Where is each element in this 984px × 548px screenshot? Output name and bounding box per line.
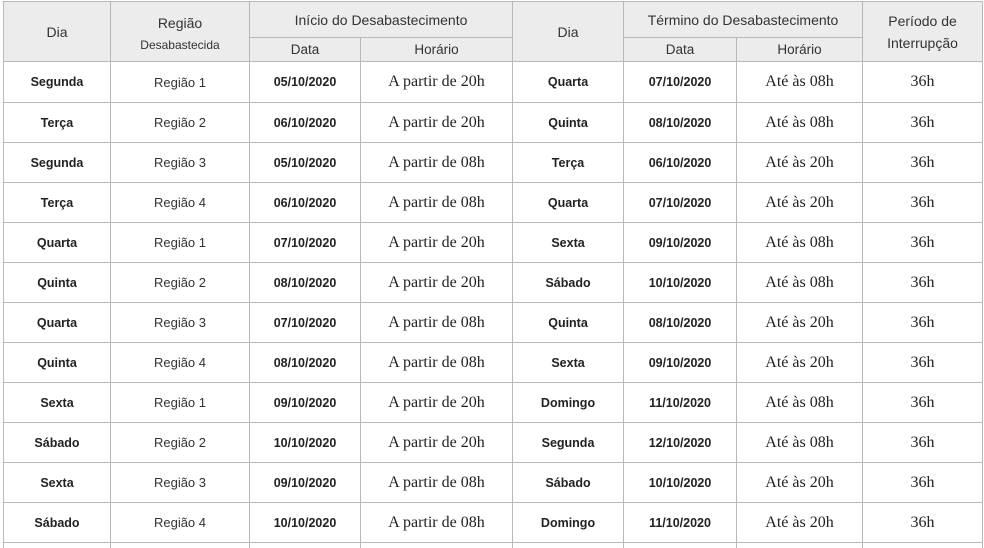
cell-horario-termino: Até às 20h — [737, 143, 863, 183]
cell-data-inicio: 05/10/2020 — [250, 143, 361, 183]
header-periodo — [863, 2, 983, 62]
cell-data-termino: 10/10/2020 — [624, 263, 737, 303]
cell-regiao: Região 3 — [111, 143, 250, 183]
cell-dia-inicio: Terça — [4, 103, 111, 143]
cell-data-termino: 09/10/2020 — [624, 223, 737, 263]
cell-dia-termino: Segunda — [513, 423, 624, 463]
header-regiao-line1: Região — [157, 14, 203, 31]
cell-regiao: Região 1 — [111, 223, 250, 263]
cell-horario-inicio: A partir de 20h — [361, 423, 513, 463]
cell-periodo: 36h — [863, 103, 983, 143]
table-row — [4, 103, 983, 143]
cell-horario-inicio: A partir de 08h — [361, 143, 513, 183]
cell-regiao: Região 3 — [111, 463, 250, 503]
cell-periodo: 36h — [863, 303, 983, 343]
cell-regiao: Região 4 — [111, 343, 250, 383]
cell-regiao: Região 3 — [111, 303, 250, 343]
table-row — [4, 223, 983, 263]
cell-horario-termino: Até às 20h — [737, 183, 863, 223]
cell-horario-inicio: A partir de 20h — [361, 223, 513, 263]
header-dia-inicio: Dia — [4, 2, 111, 62]
cell-data-inicio: 06/10/2020 — [250, 183, 361, 223]
cell-data-termino: 11/10/2020 — [624, 503, 737, 543]
cell-data-inicio: 10/10/2020 — [250, 423, 361, 463]
cell-data-termino: 10/10/2020 — [624, 463, 737, 503]
cell-dia-inicio: Quarta — [4, 303, 111, 343]
cell-horario-termino: Até às 08h — [737, 223, 863, 263]
cell-horario-termino: Até às 08h — [737, 103, 863, 143]
cell-periodo: 36h — [863, 463, 983, 503]
cell-partial — [513, 543, 624, 548]
table-row — [4, 183, 983, 223]
cell-regiao: Região 2 — [111, 423, 250, 463]
cell-data-termino: 11/10/2020 — [624, 383, 737, 423]
cell-horario-inicio: A partir de 20h — [361, 103, 513, 143]
cell-data-termino: 08/10/2020 — [624, 303, 737, 343]
header-horario-inicio: Horário — [361, 38, 513, 62]
schedule-table — [3, 1, 983, 548]
cell-data-inicio: 09/10/2020 — [250, 463, 361, 503]
header-data-termino: Data — [624, 38, 737, 62]
cell-horario-termino: Até às 08h — [737, 62, 863, 103]
cell-data-termino: 12/10/2020 — [624, 423, 737, 463]
cell-data-termino: 09/10/2020 — [624, 343, 737, 383]
cell-dia-inicio: Quarta — [4, 223, 111, 263]
header-data-inicio: Data — [250, 38, 361, 62]
cell-dia-inicio: Sexta — [4, 383, 111, 423]
cell-periodo: 36h — [863, 383, 983, 423]
cell-regiao: Região 2 — [111, 263, 250, 303]
cell-horario-termino: Até às 20h — [737, 463, 863, 503]
cell-periodo: 36h — [863, 423, 983, 463]
cell-dia-termino: Sábado — [513, 463, 624, 503]
cell-horario-termino: Até às 20h — [737, 343, 863, 383]
header-periodo-line1: Período de — [888, 12, 957, 29]
cell-horario-inicio: A partir de 08h — [361, 463, 513, 503]
cell-dia-inicio: Segunda — [4, 62, 111, 103]
cell-dia-termino: Quinta — [513, 303, 624, 343]
cell-horario-inicio: A partir de 20h — [361, 383, 513, 423]
table-row — [4, 143, 983, 183]
cell-periodo: 36h — [863, 183, 983, 223]
cell-periodo: 36h — [863, 143, 983, 183]
cell-dia-termino: Quarta — [513, 183, 624, 223]
cell-horario-termino: Até às 08h — [737, 423, 863, 463]
cell-data-termino: 07/10/2020 — [624, 62, 737, 103]
cell-horario-termino: Até às 20h — [737, 303, 863, 343]
cell-regiao: Região 2 — [111, 103, 250, 143]
header-termino: Término do Desabastecimento — [624, 2, 863, 38]
cell-dia-inicio: Quinta — [4, 343, 111, 383]
cell-partial — [863, 543, 983, 548]
cell-partial — [624, 543, 737, 548]
table-body — [4, 62, 983, 548]
table-row — [4, 503, 983, 543]
header-periodo-line2: Interrupção — [887, 34, 958, 51]
cell-horario-inicio: A partir de 08h — [361, 303, 513, 343]
cell-data-inicio: 07/10/2020 — [250, 223, 361, 263]
cell-dia-termino: Quinta — [513, 103, 624, 143]
cell-regiao: Região 1 — [111, 383, 250, 423]
table-row — [4, 383, 983, 423]
table-row-partial — [4, 543, 983, 548]
cell-partial — [737, 543, 863, 548]
cell-data-inicio: 06/10/2020 — [250, 103, 361, 143]
header-regiao — [111, 2, 250, 62]
cell-data-inicio: 09/10/2020 — [250, 383, 361, 423]
cell-dia-inicio: Sexta — [4, 463, 111, 503]
cell-periodo: 36h — [863, 263, 983, 303]
cell-data-termino: 07/10/2020 — [624, 183, 737, 223]
cell-regiao: Região 4 — [111, 503, 250, 543]
table-row — [4, 303, 983, 343]
cell-data-inicio: 05/10/2020 — [250, 62, 361, 103]
cell-horario-inicio: A partir de 08h — [361, 343, 513, 383]
cell-dia-termino: Sexta — [513, 223, 624, 263]
cell-dia-termino: Domingo — [513, 383, 624, 423]
cell-dia-termino: Terça — [513, 143, 624, 183]
cell-data-inicio: 08/10/2020 — [250, 343, 361, 383]
table-row — [4, 463, 983, 503]
cell-horario-inicio: A partir de 08h — [361, 183, 513, 223]
cell-dia-inicio: Sábado — [4, 503, 111, 543]
cell-dia-inicio: Terça — [4, 183, 111, 223]
cell-regiao: Região 4 — [111, 183, 250, 223]
table-row — [4, 263, 983, 303]
header-dia-termino: Dia — [513, 2, 624, 62]
cell-partial — [361, 543, 513, 548]
cell-dia-inicio: Quinta — [4, 263, 111, 303]
cell-periodo: 36h — [863, 503, 983, 543]
cell-periodo: 36h — [863, 223, 983, 263]
cell-partial — [111, 543, 250, 548]
header-regiao-line2: Desabastecida — [140, 37, 220, 52]
cell-regiao: Região 1 — [111, 62, 250, 103]
cell-dia-inicio: Sábado — [4, 423, 111, 463]
cell-data-inicio: 07/10/2020 — [250, 303, 361, 343]
header-inicio: Início do Desabastecimento — [250, 2, 513, 38]
table-row — [4, 343, 983, 383]
cell-horario-termino: Até às 08h — [737, 263, 863, 303]
cell-periodo: 36h — [863, 343, 983, 383]
cell-horario-inicio: A partir de 08h — [361, 503, 513, 543]
cell-dia-inicio: Segunda — [4, 143, 111, 183]
table-row — [4, 62, 983, 103]
cell-horario-termino: Até às 08h — [737, 383, 863, 423]
table-row — [4, 423, 983, 463]
cell-data-inicio: 08/10/2020 — [250, 263, 361, 303]
cell-horario-inicio: A partir de 20h — [361, 62, 513, 103]
cell-dia-termino: Domingo — [513, 503, 624, 543]
cell-dia-termino: Sexta — [513, 343, 624, 383]
cell-data-inicio: 10/10/2020 — [250, 503, 361, 543]
cell-periodo: 36h — [863, 62, 983, 103]
cell-dia-termino: Sábado — [513, 263, 624, 303]
cell-data-termino: 06/10/2020 — [624, 143, 737, 183]
cell-partial — [250, 543, 361, 548]
cell-horario-termino: Até às 20h — [737, 503, 863, 543]
cell-horario-inicio: A partir de 20h — [361, 263, 513, 303]
cell-dia-termino: Quarta — [513, 62, 624, 103]
header-horario-termino: Horário — [737, 38, 863, 62]
cell-partial — [4, 543, 111, 548]
cell-data-termino: 08/10/2020 — [624, 103, 737, 143]
table-header — [4, 2, 983, 62]
